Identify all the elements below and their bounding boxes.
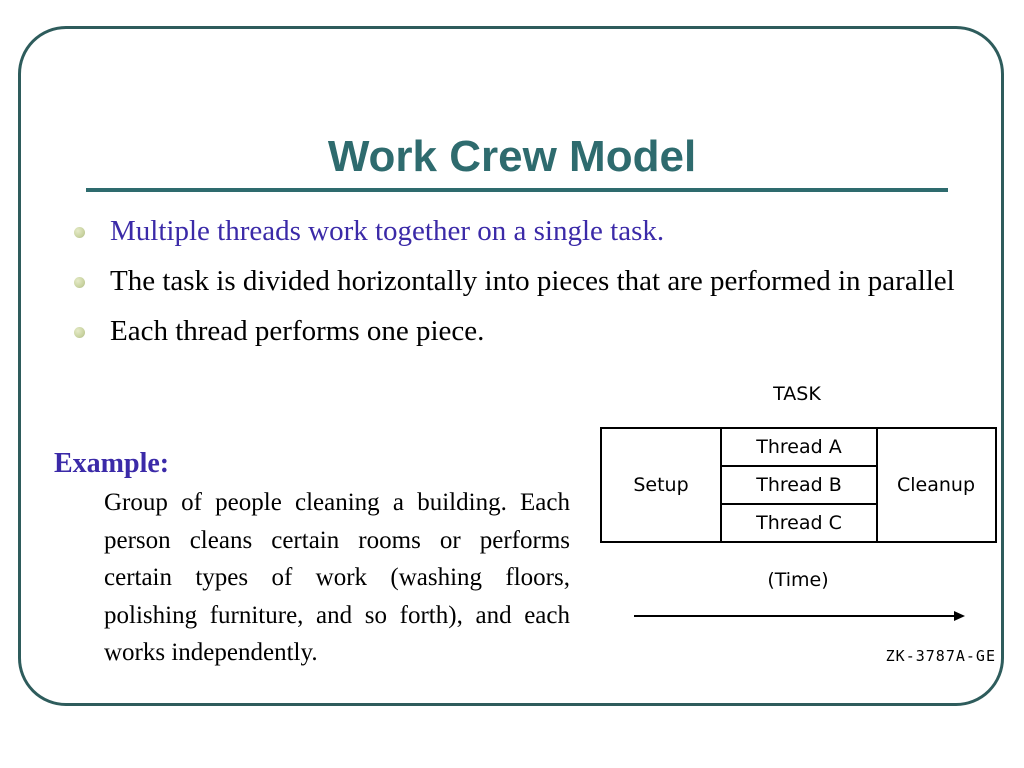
- thread-b-label: Thread B: [756, 474, 842, 496]
- bullet-item: [72, 312, 972, 350]
- title-underline: [86, 188, 948, 192]
- task-diagram-svg: [580, 370, 1000, 670]
- time-arrowhead-icon: [954, 611, 965, 621]
- bullet-text: Each thread performs one piece.: [110, 315, 485, 347]
- bullet-dot-icon: [74, 227, 85, 238]
- setup-label: Setup: [633, 474, 689, 496]
- thread-a-label: Thread A: [756, 436, 842, 458]
- bullet-text: The task is divided horizontally into pieces that are performed in parallel: [110, 265, 955, 297]
- figure-code: ZK-3787A-GE: [885, 647, 996, 665]
- example-body: Group of people cleaning a building. Each person cleans certain rooms or performs certain types of work (washing floors, polishing furniture, and so forth), and each works independently.: [104, 489, 570, 666]
- bullet-dot-icon: [74, 277, 85, 288]
- cleanup-label: Cleanup: [896, 474, 976, 496]
- task-label: TASK: [773, 383, 821, 405]
- bullet-item: [72, 262, 972, 300]
- example-heading: Example:: [54, 448, 170, 479]
- bullet-text: Multiple threads work together on a single task.: [110, 215, 665, 247]
- bullet-list: [72, 212, 972, 362]
- task-diagram: [580, 370, 1000, 670]
- slide-title: Work Crew Model: [327, 132, 697, 181]
- bullet-item: [72, 212, 972, 250]
- thread-c-label: Thread C: [756, 512, 842, 534]
- time-label: (Time): [767, 569, 829, 591]
- bullet-dot-icon: [74, 327, 85, 338]
